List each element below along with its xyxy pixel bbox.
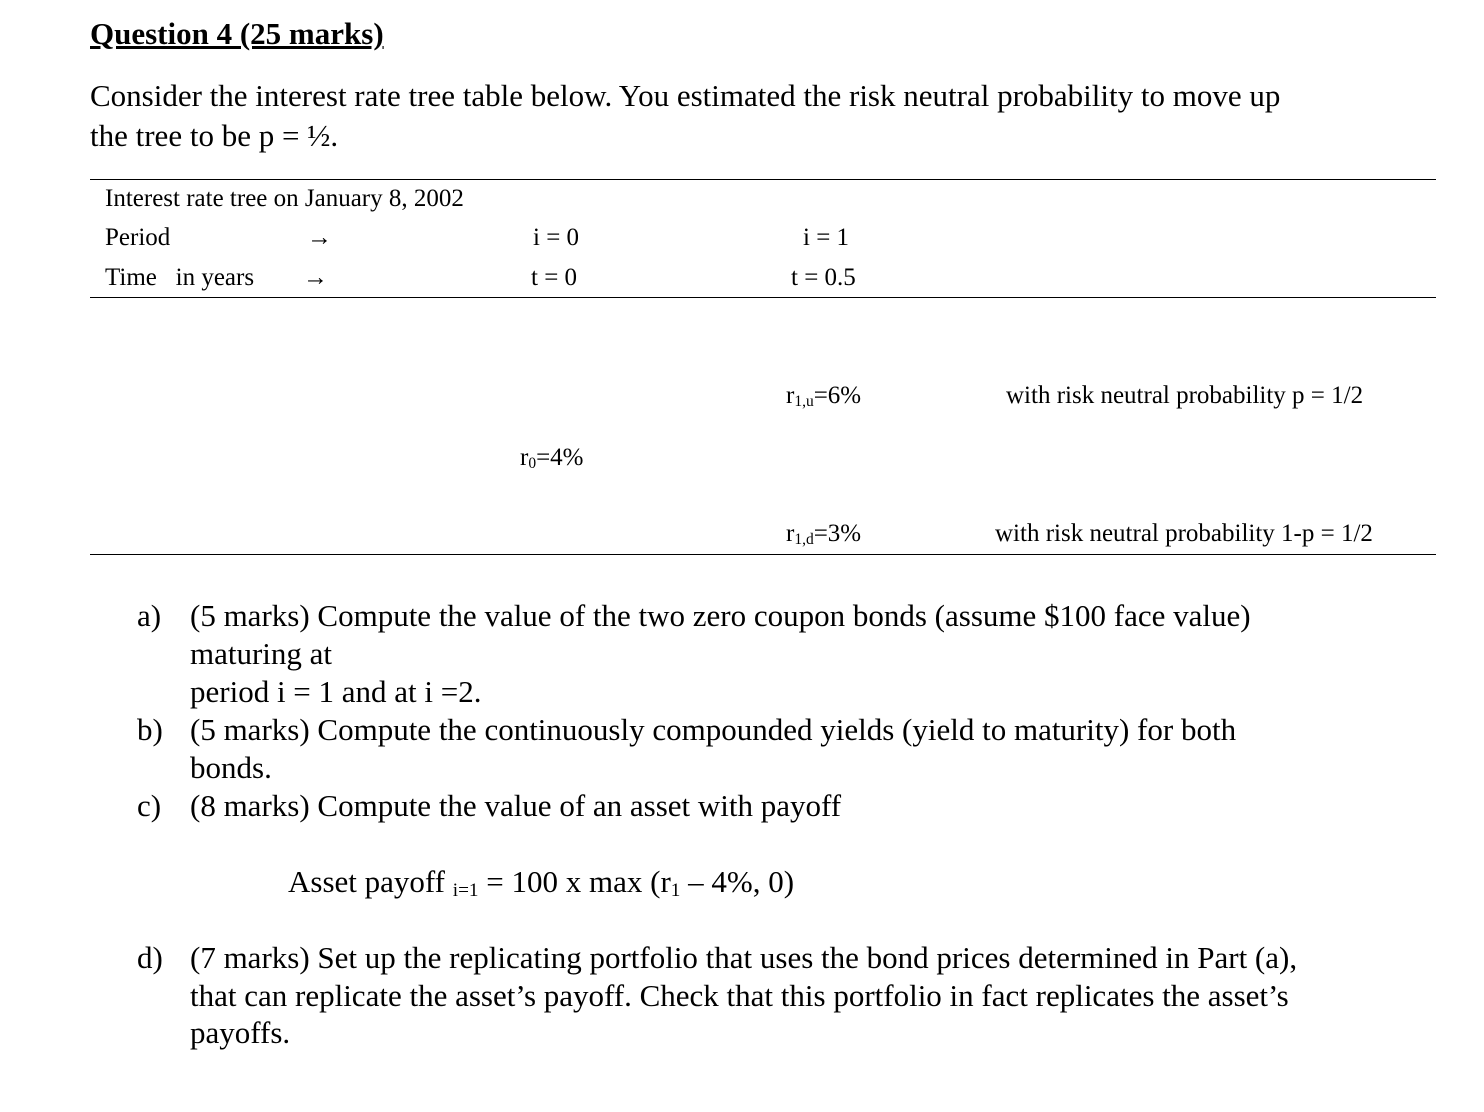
table-rule <box>90 297 1436 298</box>
period-label: Period <box>105 224 171 251</box>
part-text: maturing at <box>190 636 333 671</box>
rate-value: =4% <box>536 444 584 471</box>
part-label: d) <box>137 940 163 975</box>
rate-symbol: r <box>786 520 795 547</box>
formula-text: = 100 x max (r <box>478 864 671 899</box>
time-1: t = 0.5 <box>791 264 856 291</box>
period-0: i = 0 <box>533 224 580 251</box>
arrow-icon: → <box>307 224 332 251</box>
down-probability-note: with risk neutral probability 1-p = 1/2 <box>995 520 1373 547</box>
intro-line: Consider the interest rate tree table below. You estimated the risk neutral probability to move up <box>90 78 1281 113</box>
rate-symbol: r <box>520 444 529 471</box>
rate-r1d <box>786 520 862 549</box>
part-text: payoffs. <box>190 1015 291 1050</box>
rate-r1u <box>786 382 862 411</box>
rate-value: =3% <box>813 520 862 547</box>
arrow-icon: → <box>303 264 328 291</box>
rate-subscript: 1,d <box>794 531 814 549</box>
table-rule <box>90 179 1436 180</box>
rate-subscript: 0 <box>528 455 537 473</box>
intro-line: the tree to be p = ½. <box>90 118 339 153</box>
rate-subscript: 1,u <box>794 393 814 411</box>
time-0: t = 0 <box>531 264 578 291</box>
part-text: (8 marks) Compute the value of an asset with payoff <box>190 788 842 823</box>
rate-symbol: r <box>786 382 795 409</box>
formula-subscript: 1 <box>670 879 681 901</box>
rate-value: =6% <box>813 382 862 409</box>
part-text: (5 marks) Compute the continuously compounded yields (yield to maturity) for both <box>190 712 1237 747</box>
formula-subscript: i=1 <box>452 879 479 901</box>
question-title: Question 4 (25 marks) <box>90 16 384 51</box>
part-label: a) <box>137 598 162 633</box>
part-label: b) <box>137 712 163 747</box>
table-caption: Interest rate tree on January 8, 2002 <box>105 185 464 212</box>
time-label: Time in years <box>105 264 255 291</box>
part-text: (7 marks) Set up the replicating portfolio that uses the bond prices determined in Part (a), <box>190 940 1298 975</box>
period-1: i = 1 <box>803 224 850 251</box>
payoff-formula <box>288 864 795 901</box>
part-text: (5 marks) Compute the value of the two zero coupon bonds (assume $100 face value) <box>190 598 1251 633</box>
part-text: bonds. <box>190 750 272 785</box>
part-text: that can replicate the asset’s payoff. Check that this portfolio in fact replicates the asset’s <box>190 978 1289 1013</box>
formula-text: – 4%, 0) <box>680 864 795 899</box>
table-rule <box>90 554 1436 555</box>
part-text: period i = 1 and at i =2. <box>190 674 482 709</box>
up-probability-note: with risk neutral probability p = 1/2 <box>1006 382 1364 409</box>
formula-text: Asset payoff <box>288 864 445 899</box>
part-label: c) <box>137 788 162 823</box>
rate-r0 <box>520 444 584 473</box>
